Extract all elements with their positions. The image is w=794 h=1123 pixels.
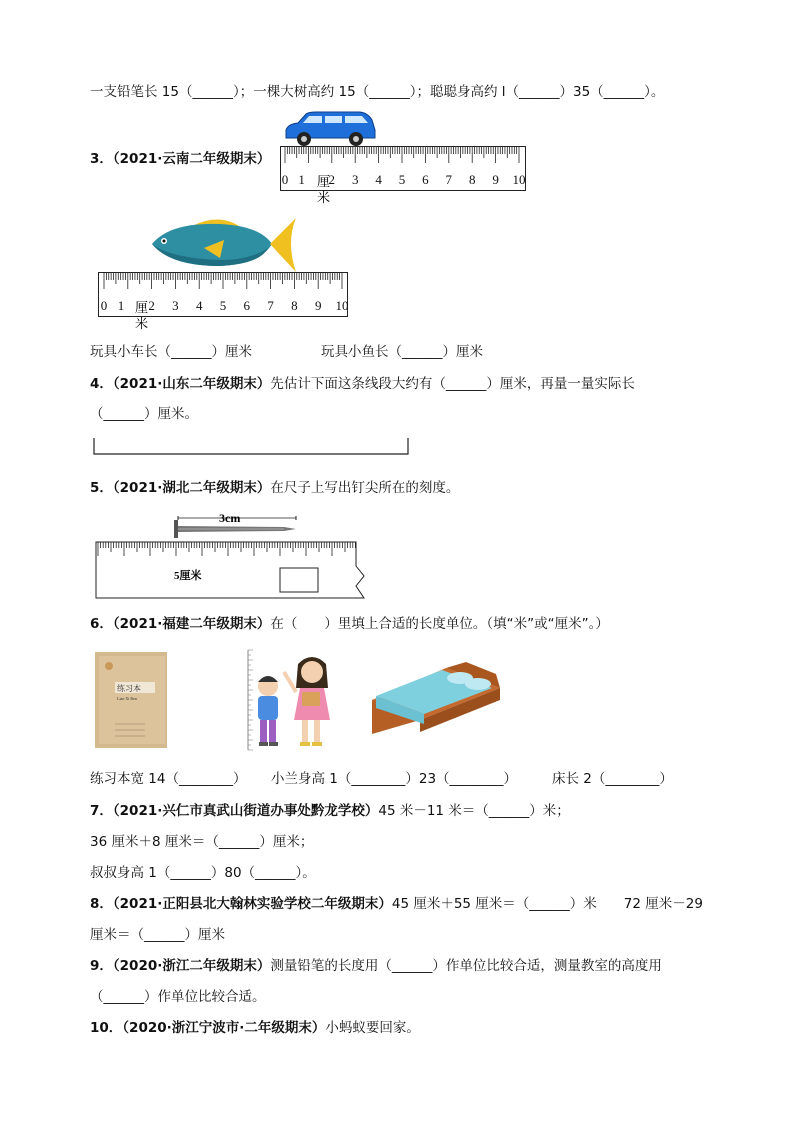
ruler-tick-label: 1: [298, 172, 305, 187]
question-4: [90, 375, 635, 393]
question-text: 45 厘米＋55 厘米＝（______）米 72 厘米－29: [391, 896, 703, 912]
question-source: （2020·浙江二年级期末）: [112, 958, 271, 974]
ruler-tick-label: 1: [117, 298, 125, 313]
xiaolan-height-answer: 小兰身高 1（________）23（________）: [271, 771, 518, 787]
question-source: （2021·正阳县北大翰林实验学校二年级期末）: [112, 896, 392, 912]
question-text: 小蚂蚁要回家。: [325, 1020, 420, 1036]
question-number: 8．: [90, 896, 113, 912]
ruler-tick-label: 6: [422, 172, 429, 187]
question-6: [90, 615, 609, 633]
question-number: 7．: [90, 803, 113, 819]
book-title: 练习本: [117, 684, 141, 693]
ruler-tick-label: 6: [243, 298, 251, 313]
question-number: 4．: [90, 376, 113, 392]
question-text: 在尺子上写出钉尖所在的刻度。: [270, 480, 460, 496]
car-ruler: [280, 146, 528, 204]
ruler-unit-top: 厘: [135, 300, 149, 315]
answer-box[interactable]: [280, 568, 318, 592]
girl: [284, 657, 330, 746]
question-source: （2021·湖北二年级期末）: [112, 480, 271, 496]
question-3-header: [90, 150, 270, 168]
question-text: 先估计下面这条线段大约有（______）厘米，再量一量实际长: [270, 376, 635, 392]
question-text: 在（ ）里填上合适的长度单位。（填“米”或“厘米”。）: [270, 616, 609, 632]
question-source: （2020·浙江宁波市·二年级期末）: [122, 1020, 326, 1036]
question-8: [90, 895, 703, 913]
ruler-tick-label: 8: [468, 172, 476, 187]
question-9: [90, 957, 662, 975]
ruler-tick-label: 7: [267, 298, 274, 313]
question-source: （2021·兴仁市真武山街道办事处黔龙学校）: [112, 803, 379, 819]
ruler-tick-label: 2: [148, 298, 155, 313]
ruler-tick-label: 7: [445, 172, 453, 187]
ruler-tick-label: 0: [100, 298, 108, 313]
car-length-answer: 玩具小车长（______）厘米: [90, 344, 252, 360]
question-source: （2021·云南二年级期末）: [112, 151, 271, 167]
question-text: 45 米－11 米＝（______）米；: [378, 803, 570, 819]
nail-length-label: 3cm: [219, 511, 241, 525]
ruler-tick-label: 9: [314, 298, 322, 313]
ruler-tick-label: 9: [492, 172, 499, 187]
question-source: （2021·福建二年级期末）: [112, 616, 271, 632]
ruler-unit-bottom: 米: [317, 190, 331, 204]
ruler-tick-label: 10: [335, 298, 349, 313]
question-text: 测量铅笔的长度用（______）作单位比较合适，测量教室的高度用: [270, 958, 662, 974]
ruler-tick-label: 8: [291, 298, 298, 313]
exercise-book-figure: [95, 652, 169, 748]
question-number: 5．: [90, 480, 113, 496]
ruler-tick-label: 4: [375, 172, 382, 187]
question-5: [90, 479, 459, 497]
book-pinyin: Lian Xi Ben: [117, 696, 137, 701]
ruler-unit-top: 厘: [317, 174, 331, 189]
toy-car-figure: [282, 110, 378, 148]
question-number: 3．: [90, 151, 113, 167]
question-8-line-2: 厘米＝（______）厘米: [90, 927, 225, 943]
ruler-tick-label: 4: [195, 298, 203, 313]
question-7-line-3: 叔叔身高 1（______）80（______）。: [90, 865, 316, 881]
bed-figure: [370, 660, 504, 742]
question-2-line: 一支铅笔长 15（______）；一棵大树高约 15（______）；聪聪身高约 l（______）35（______）。: [90, 84, 665, 100]
children-height-figure: [240, 648, 340, 752]
question-4-line-2: （______）厘米。: [90, 406, 198, 422]
question-7: [90, 802, 570, 820]
ruler-tick-label: 2: [328, 172, 336, 187]
ruler-tick-label: 5: [219, 298, 227, 313]
question-number: 6．: [90, 616, 113, 632]
fish-ruler: [98, 272, 350, 330]
ruler-tick-label: 0: [281, 172, 289, 187]
ruler-tick-label: 3: [172, 298, 179, 313]
fish-length-answer: 玩具小鱼长（______）厘米: [321, 344, 483, 360]
toy-fish-figure: [150, 214, 300, 276]
boy: [258, 676, 278, 746]
question-10: [90, 1019, 420, 1037]
ruler-5cm-label: 5厘米: [174, 570, 202, 582]
question-9-line-2: （______）作单位比较合适。: [90, 989, 266, 1005]
question-number: 10．: [90, 1020, 123, 1036]
question-source: （2021·山东二年级期末）: [112, 376, 271, 392]
question-number: 9．: [90, 958, 113, 974]
line-segment: [92, 436, 412, 456]
ruler-unit-bottom: 米: [135, 316, 149, 330]
nail-ruler-figure: [94, 506, 376, 602]
notebook-width-answer: 练习本宽 14（________）: [90, 771, 247, 787]
ruler-tick-label: 3: [351, 172, 359, 187]
ruler-tick-label: 10: [512, 172, 526, 187]
bed-length-answer: 床长 2（________）: [552, 771, 673, 787]
question-7-line-2: 36 厘米＋8 厘米＝（______）厘米；: [90, 834, 314, 850]
ruler-tick-label: 5: [398, 172, 406, 187]
